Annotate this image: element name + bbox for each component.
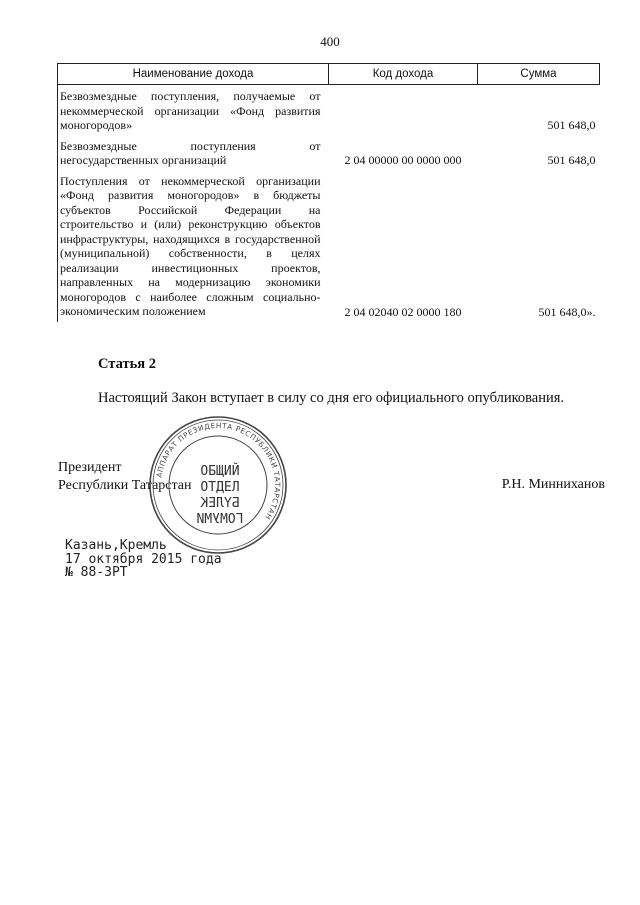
- footer-date: 17 октября 2015 года: [65, 551, 222, 567]
- stamp-ring-text: АППАРАТ ПРЕЗИДЕНТА РЕСПУБЛИКИ ТАТАРСТАН: [154, 420, 283, 522]
- column-header-name: Наименование дохода: [58, 64, 329, 85]
- table-header-row: [58, 64, 600, 85]
- stamp-line3: БҮЛЕК: [200, 496, 240, 511]
- page-number: 400: [320, 34, 340, 49]
- income-sum: 501 648,0: [547, 153, 596, 167]
- table-row: [58, 139, 600, 174]
- signatory-title-line2: Республики Татарстан: [58, 478, 192, 493]
- income-code: 2 04 02040 02 0000 180: [344, 304, 462, 319]
- document-footer: [65, 539, 222, 580]
- income-name: Безвозмездные поступления от негосударственных организаций: [58, 139, 329, 174]
- article-text: Настоящий Закон вступает в силу со дня его официального опубликования.: [98, 390, 565, 406]
- column-header-sum: Сумма: [478, 64, 600, 85]
- income-table: [57, 63, 600, 322]
- table-row: [58, 85, 600, 139]
- signatory-title-line1: Президент: [58, 460, 122, 475]
- income-sum: 501 648,0».: [538, 304, 596, 319]
- signatory-name: Р.Н. Минниханов: [501, 477, 605, 492]
- income-sum: 501 648,0: [547, 118, 596, 132]
- stamp-line4: ГОМУМИ: [196, 512, 244, 527]
- income-name: Поступления от некоммерческой организации «Фонд развития моногородов» в бюджеты субъектов Российской Федерации на строительство и (или) реконструкцию объектов инфраструктуры, находящихся в государственной (муниципальной) собственности, в целях реализации инвестиционных проектов, направленных на модернизацию экономики моногородов с наиболее сложным социально-экономическим положением: [58, 174, 329, 322]
- income-code: 2 04 00000 00 0000 000: [344, 153, 462, 167]
- stamp-center-text: [185, 464, 255, 528]
- footer-number: № 88-ЗРТ: [65, 565, 128, 580]
- footer-place: Казань,Кремль: [65, 538, 167, 553]
- article-title: Статья 2: [98, 356, 156, 372]
- income-code: [329, 85, 478, 139]
- income-name: Безвозмездные поступления, получаемые от некоммерческой организации «Фонд развития моногородов»: [58, 85, 329, 139]
- column-header-code: Код дохода: [329, 64, 478, 85]
- stamp-line1: ОБЩИЙ: [200, 464, 240, 479]
- table-row: [58, 174, 600, 322]
- stamp-line2: ОТДЕЛ: [200, 480, 240, 495]
